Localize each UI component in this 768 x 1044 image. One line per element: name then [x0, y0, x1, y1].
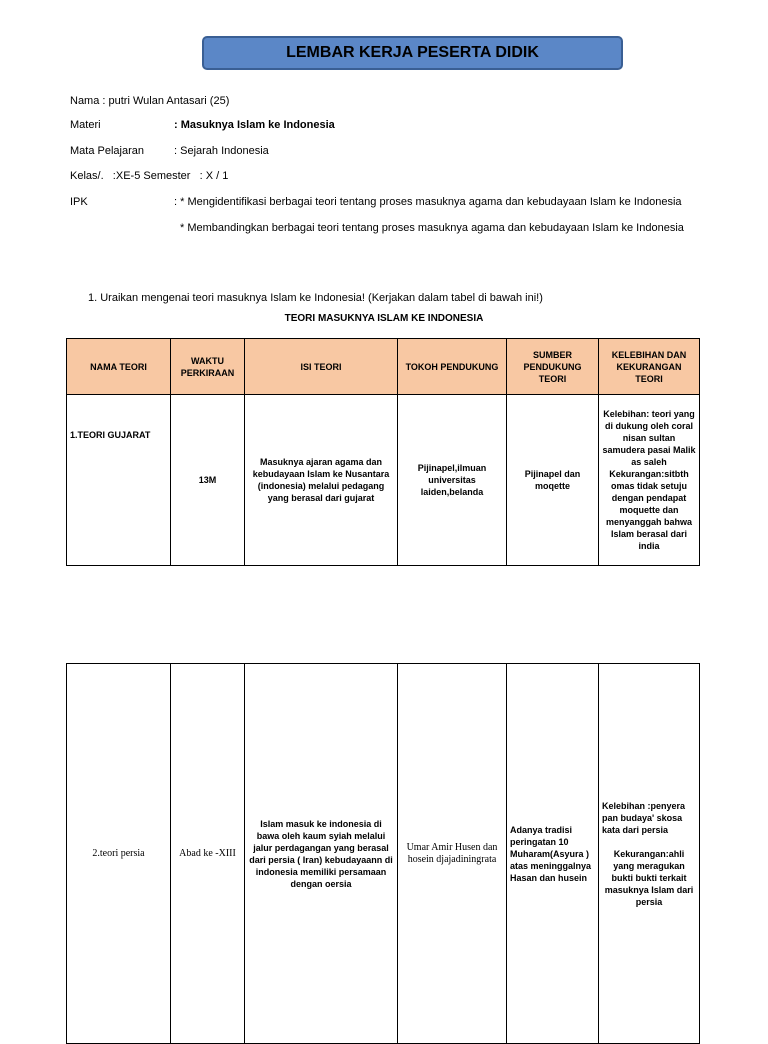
cell-isi: Masuknya ajaran agama dan kebudayaan Islam ke Nusantara (indonesia) melalui pedagang yang berasal dari gujarat [245, 395, 398, 566]
header-sumber: SUMBER PENDUKUNG TEORI [507, 339, 599, 395]
cell-kelebihan [599, 664, 700, 1044]
materi-row [0, 119, 768, 133]
header-isi: ISI TEORI [245, 339, 398, 395]
kelebihan-text: Kelebihan :penyera pan budaya' skosa kata dari persia [602, 800, 686, 835]
cell-waktu: 13M [171, 395, 245, 566]
header-waktu: WAKTU PERKIRAAN [171, 339, 245, 395]
cell-tokoh: Pijinapel,ilmuan universitas laiden,belanda [398, 395, 507, 566]
student-name: Nama : putri Wulan Antasari (25) [70, 95, 230, 107]
table-row [67, 395, 700, 566]
theory-table-2 [66, 663, 700, 1044]
ipk-value-2: * Membandingkan berbagai teori tentang proses masuknya agama dan kebudayaan Islam ke Indonesia [180, 222, 684, 234]
ipk-value-1: : * Mengidentifikasi berbagai teori tentang proses masuknya agama dan kebudayaan Islam ke Indonesia [174, 196, 682, 208]
cell-nama: 2.teori persia [67, 664, 171, 1044]
question-1: 1. Uraikan mengenai teori masuknya Islam ke Indonesia! (Kerjakan dalam tabel di bawah ini!) [88, 292, 543, 304]
cell-nama: 1.TEORI GUJARAT [67, 395, 171, 566]
materi-value: : Masuknya Islam ke Indonesia [174, 119, 335, 131]
mapel-row [0, 145, 768, 159]
cell-sumber: Pijinapel dan moqette [507, 395, 599, 566]
header-tokoh: TOKOH PENDUKUNG [398, 339, 507, 395]
mapel-label: Mata Pelajaran [70, 145, 144, 157]
mapel-value: : Sejarah Indonesia [174, 145, 269, 157]
table-caption: TEORI MASUKNYA ISLAM KE INDONESIA [284, 313, 484, 324]
cell-waktu: Abad ke -XIII [171, 664, 245, 1044]
cell-kelebihan: Kelebihan: teori yang di dukung oleh coral nisan sultan samudera pasai Malik as saleh Kekurangan:sitbth omas tidak setuju dengan pendapat moquette dan menyanggah bahwa Islam berasal dari india [599, 395, 700, 566]
kekurangan-text: Kekurangan:ahli yang meragukan bukti bukti terkait masuknya Islam dari persia [604, 848, 694, 907]
header-nama-teori: NAMA TEORI [67, 339, 171, 395]
cell-tokoh: Umar Amir Husen dan hosein djajadiningrata [398, 664, 507, 1044]
table-header-row [67, 339, 700, 395]
header-kelebihan: KELEBIHAN DAN KEKURANGAN TEORI [599, 339, 700, 395]
ipk-label: IPK [70, 196, 88, 208]
cell-isi: Islam masuk ke indonesia di bawa oleh kaum syiah melalui jalur perdagangan yang berasal dari persia ( Iran) kebudayaann di indonesia memiliki persamaan dengan oersia [245, 664, 398, 1044]
cell-sumber: Adanya tradisi peringatan 10 Muharam(Asyura ) atas meninggalnya Hasan dan husein [507, 664, 599, 1044]
materi-label: Materi [70, 119, 101, 131]
table-row [67, 664, 700, 1044]
theory-table-1 [66, 338, 700, 566]
worksheet-title: LEMBAR KERJA PESERTA DIDIK [202, 36, 623, 70]
ipk-row [0, 196, 768, 210]
kelas-row: Kelas/. :XE-5 Semester : X / 1 [70, 170, 229, 182]
